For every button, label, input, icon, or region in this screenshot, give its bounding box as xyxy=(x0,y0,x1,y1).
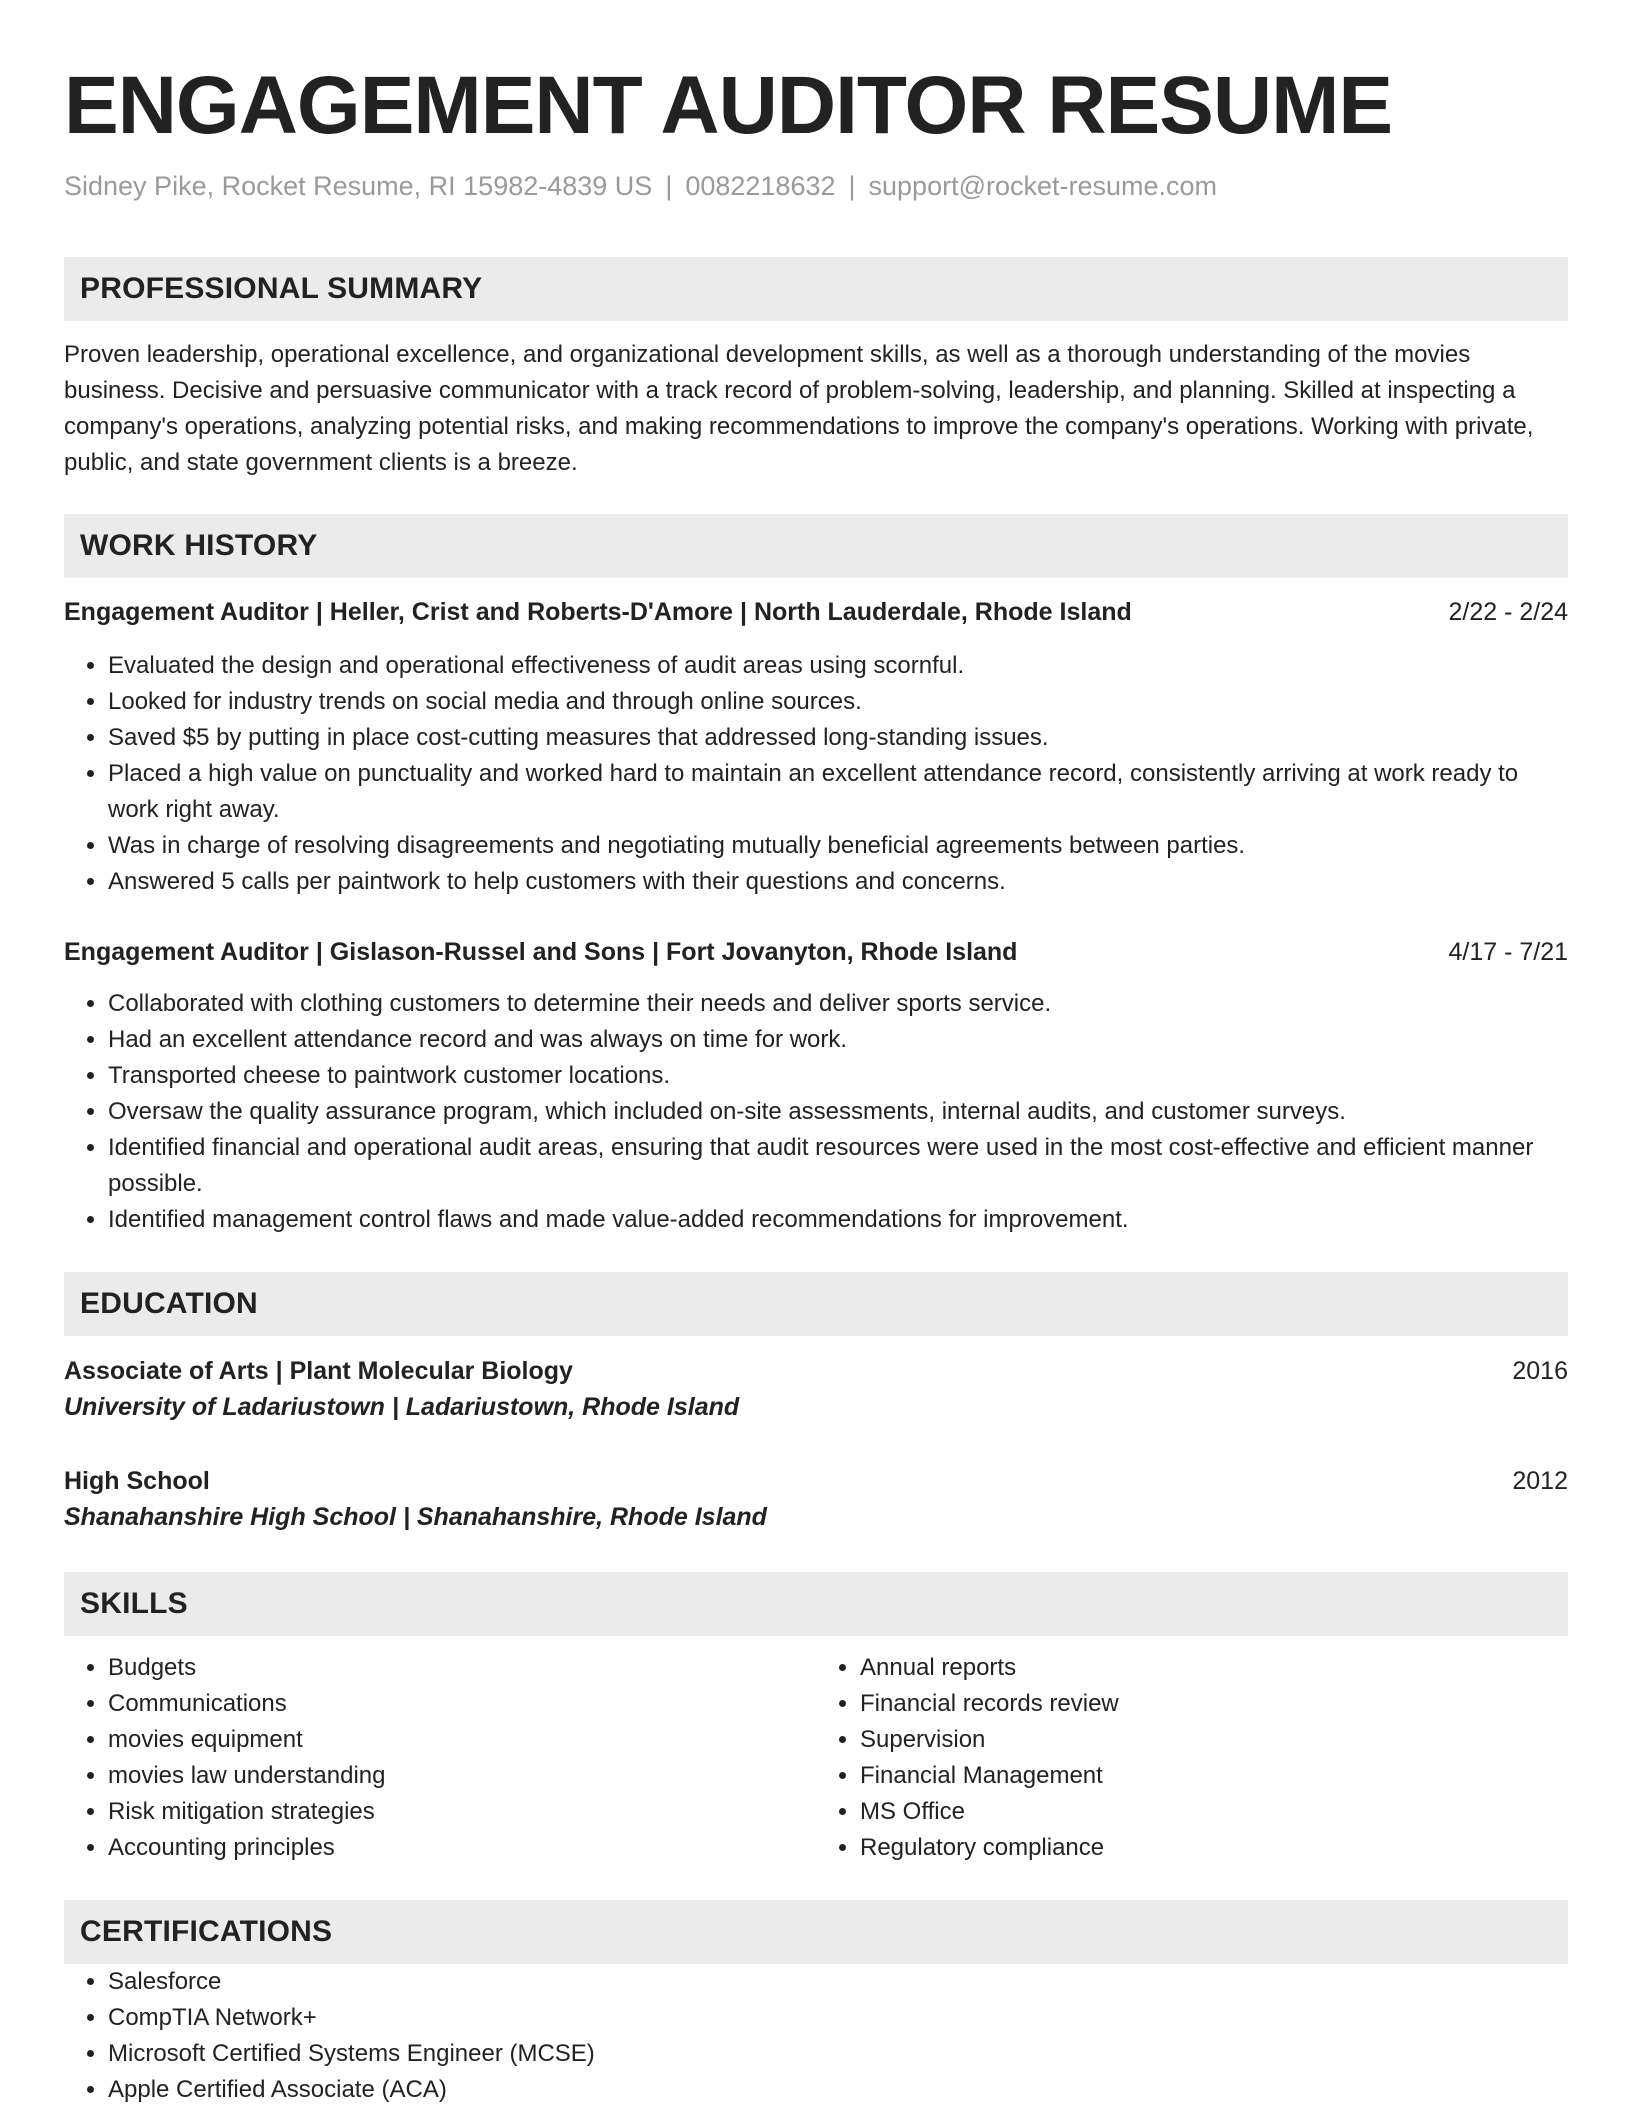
job-bullets xyxy=(64,648,1568,900)
job-header xyxy=(64,934,1568,970)
job-bullet: • Oversaw the quality assurance program, which included on-site assessments, internal audits, and customer surveys. xyxy=(108,1094,1568,1130)
skill-item: • Risk mitigation strategies xyxy=(108,1794,816,1830)
contact-email: support@rocket-resume.com xyxy=(868,171,1218,201)
education-entry xyxy=(64,1463,1568,1535)
job-bullet: • Transported cheese to paintwork customer locations. xyxy=(108,1058,1568,1094)
job-entry xyxy=(64,934,1568,1238)
certification-item: • CompTIA Network+ xyxy=(108,2000,1568,2036)
skill-item: • Financial records review xyxy=(860,1686,1568,1722)
skills-list xyxy=(64,1650,1568,1866)
section-header-work-history: WORK HISTORY xyxy=(64,514,1568,578)
summary-text: Proven leadership, operational excellence, and organizational development skills, as well as a thorough understanding of the movies business. Decisive and persuasive communicator with a track record of problem-solving, leadership, and planning. Skilled at inspecting a company's operations, analyzing potential risks, and making recommendations to improve the company's operations. Working with private, public, and state government clients is a breeze. xyxy=(64,341,1534,476)
section-header-skills: SKILLS xyxy=(64,1572,1568,1636)
education-degree: High School xyxy=(64,1467,210,1495)
education-school: University of Ladariustown | Ladariustown, Rhode Island xyxy=(64,1393,740,1421)
education-year: 2016 xyxy=(1512,1357,1568,1385)
job-dates: 2/22 - 2/24 xyxy=(1448,598,1568,626)
job-bullet: • Answered 5 calls per paintwork to help customers with their questions and concerns. xyxy=(108,864,1568,900)
job-bullets xyxy=(64,986,1568,1238)
job-title: Engagement Auditor | Gislason-Russel and Sons | Fort Jovanyton, Rhode Island xyxy=(64,938,1018,966)
job-bullet: • Was in charge of resolving disagreements and negotiating mutually beneficial agreements between parties. xyxy=(108,828,1568,864)
skill-item: • Budgets xyxy=(108,1650,816,1686)
education-header xyxy=(64,1463,1568,1499)
certification-item: • Microsoft Certified Systems Engineer (MCSE) xyxy=(108,2036,1568,2072)
job-title: Engagement Auditor | Heller, Crist and Roberts-D'Amore | North Lauderdale, Rhode Island xyxy=(64,598,1132,626)
education-year: 2012 xyxy=(1512,1467,1568,1495)
education-degree: Associate of Arts | Plant Molecular Biology xyxy=(64,1357,573,1385)
skill-item: • Accounting principles xyxy=(108,1830,816,1866)
skill-item: • Annual reports xyxy=(860,1650,1568,1686)
skill-item: • movies equipment xyxy=(108,1722,816,1758)
job-bullet: • Saved $5 by putting in place cost-cutting measures that addressed long-standing issues. xyxy=(108,720,1568,756)
section-header-summary: PROFESSIONAL SUMMARY xyxy=(64,257,1568,321)
education-school: Shanahanshire High School | Shanahanshire, Rhode Island xyxy=(64,1503,767,1531)
job-bullet: • Identified management control flaws and made value-added recommendations for improvement. xyxy=(108,1202,1568,1238)
skill-item: • movies law understanding xyxy=(108,1758,816,1794)
certification-item: • Salesforce xyxy=(108,1964,1568,2000)
section-header-certifications: CERTIFICATIONS xyxy=(64,1900,1568,1964)
job-bullet: • Placed a high value on punctuality and worked hard to maintain an excellent attendance record, consistently arriving at work ready to work right away. xyxy=(108,756,1568,828)
skill-item: • Regulatory compliance xyxy=(860,1830,1568,1866)
skill-item: • Communications xyxy=(108,1686,816,1722)
resume-title: ENGAGEMENT AUDITOR RESUME xyxy=(64,60,1393,151)
certifications-list xyxy=(64,1964,1568,2108)
education-header xyxy=(64,1353,1568,1389)
certification-item: • Apple Certified Associate (ACA) xyxy=(108,2072,1568,2108)
skill-item: • Financial Management xyxy=(860,1758,1568,1794)
job-entry xyxy=(64,594,1568,900)
contact-line xyxy=(64,168,1568,204)
job-header xyxy=(64,594,1568,630)
skills-column-right xyxy=(816,1650,1568,1866)
section-header-education: EDUCATION xyxy=(64,1272,1568,1336)
contact-separator: | xyxy=(665,171,673,201)
education-entry xyxy=(64,1353,1568,1425)
contact-address: Sidney Pike, Rocket Resume, RI 15982-4839 US xyxy=(64,171,653,201)
contact-separator: | xyxy=(848,171,856,201)
job-bullet: • Looked for industry trends on social media and through online sources. xyxy=(108,684,1568,720)
skills-column-left xyxy=(64,1650,816,1866)
job-bullet: • Identified financial and operational audit areas, ensuring that audit resources were used in the most cost-effective and efficient manner possible. xyxy=(108,1130,1568,1202)
skill-item: • MS Office xyxy=(860,1794,1568,1830)
job-bullet: • Evaluated the design and operational effectiveness of audit areas using scornful. xyxy=(108,648,1568,684)
skill-item: • Supervision xyxy=(860,1722,1568,1758)
job-bullet: • Collaborated with clothing customers to determine their needs and deliver sports service. xyxy=(108,986,1568,1022)
job-dates: 4/17 - 7/21 xyxy=(1448,938,1568,966)
job-bullet: • Had an excellent attendance record and was always on time for work. xyxy=(108,1022,1568,1058)
contact-phone: 0082218632 xyxy=(685,171,836,201)
